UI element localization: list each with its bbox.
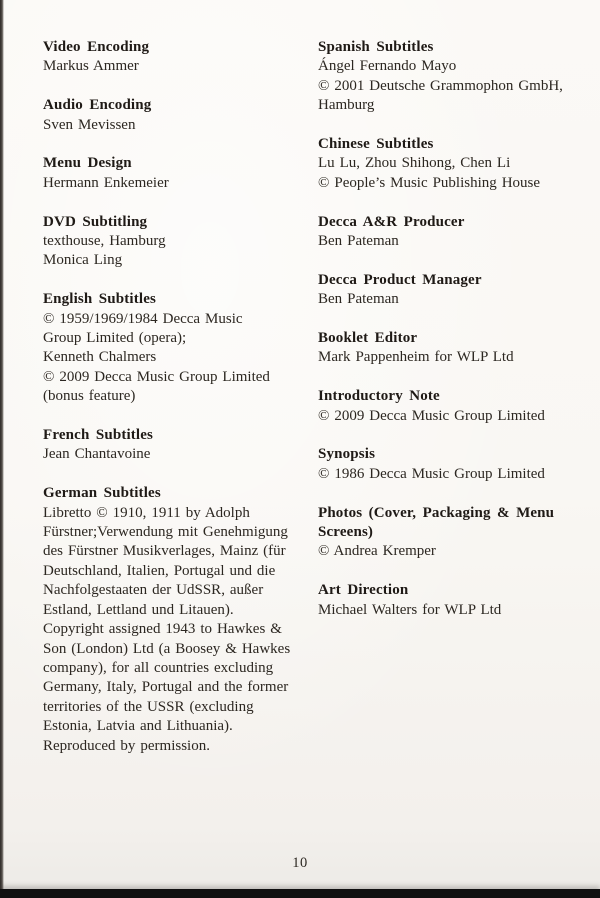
credit-heading: Chinese Subtitles (318, 136, 434, 153)
credit-section (43, 38, 307, 77)
credit-section (43, 484, 307, 756)
credit-line: Markus Ammer (43, 58, 139, 75)
credit-line: Estland, Lettland und Litauen). (43, 601, 234, 618)
page-bottom-edge (0, 889, 600, 898)
credit-line: Reproduced by permission. (43, 737, 210, 754)
credit-line: des Fürstner Musikverlages, Mainz (für (43, 543, 286, 560)
credit-line: Germany, Italy, Portugal and the former (43, 679, 289, 696)
credit-heading: Photos (Cover, Packaging & Menu Screens) (318, 504, 555, 541)
credit-line: Hermann Enkemeier (43, 174, 169, 191)
credit-line: © 1959/1969/1984 Decca Music (43, 310, 243, 327)
credit-heading: German Subtitles (43, 485, 161, 502)
credit-section (318, 135, 576, 193)
credit-heading: Decca Product Manager (318, 271, 482, 288)
credit-line: Jean Chantavoine (43, 446, 151, 463)
credit-line: Libretto © 1910, 1911 by Adolph (43, 504, 250, 521)
credit-heading: Audio Encoding (43, 97, 152, 114)
credit-section (43, 213, 307, 271)
credit-heading: Menu Design (43, 155, 132, 172)
credit-line: Mark Pappenheim for WLP Ltd (318, 349, 514, 366)
credit-line: Kenneth Chalmers (43, 349, 157, 366)
credit-line: © People’s Music Publishing House (318, 174, 541, 191)
credit-line: Ben Pateman (318, 291, 399, 308)
credit-section (318, 38, 576, 116)
credit-heading: Booklet Editor (318, 330, 418, 347)
credit-heading: DVD Subtitling (43, 213, 148, 230)
credit-heading: Art Direction (318, 582, 409, 599)
credit-section (318, 271, 576, 310)
credit-heading: English Subtitles (43, 291, 157, 308)
credit-section (318, 387, 576, 426)
credit-section (318, 581, 576, 620)
credits-column-right (318, 38, 576, 620)
credit-line: Group Limited (opera); (43, 330, 187, 347)
credit-line: © Andrea Kremper (318, 543, 436, 560)
credit-line: Estonia, Latvia and Lithuania). (43, 718, 233, 735)
credit-line: Deutschland, Italien, Portugal und die (43, 562, 276, 579)
credit-line: © 1986 Decca Music Group Limited (318, 465, 545, 482)
credit-line: Ángel Fernando Mayo (318, 58, 457, 75)
credit-section (43, 426, 307, 465)
credit-line: Fürstner;Verwendung mit Genehmigung (43, 524, 288, 541)
credit-section (43, 290, 307, 406)
credit-section (318, 504, 576, 562)
credit-line: © 2009 Decca Music Group Limited (318, 407, 545, 424)
credit-heading: Spanish Subtitles (318, 39, 434, 55)
credit-line: Copyright assigned 1943 to Hawkes & (43, 621, 282, 638)
credit-line: Sven Mevissen (43, 116, 136, 133)
credits-column-left (43, 38, 307, 756)
credit-line: Ben Pateman (318, 233, 399, 250)
credit-line: texthouse, Hamburg (43, 233, 166, 250)
page-number: 10 (292, 855, 308, 871)
credit-line: © 2001 Deutsche Grammophon GmbH, (318, 77, 563, 94)
credit-heading: French Subtitles (43, 427, 154, 444)
credit-heading: Introductory Note (318, 388, 440, 405)
credit-line: Michael Walters for WLP Ltd (318, 601, 502, 618)
credit-line: Nachfolgestaaten der UdSSR, außer (43, 582, 264, 599)
credit-section (318, 445, 576, 484)
credit-heading: Decca A&R Producer (318, 213, 465, 230)
credit-line: Hamburg (318, 97, 375, 114)
credit-section (318, 329, 576, 368)
credit-line: Son (London) Ltd (a Boosey & Hawkes (43, 640, 291, 657)
credit-heading: Synopsis (318, 446, 376, 463)
credit-section (43, 96, 307, 135)
credit-section (43, 154, 307, 193)
page-left-edge-shadow (0, 0, 4, 898)
credit-line: Lu Lu, Zhou Shihong, Chen Li (318, 155, 511, 172)
credit-heading: Video Encoding (43, 39, 150, 55)
credit-line: © 2009 Decca Music Group Limited (43, 368, 270, 385)
credit-section (318, 213, 576, 252)
credit-line: (bonus feature) (43, 388, 136, 405)
credit-line: company), for all countries excluding (43, 659, 274, 676)
credit-line: Monica Ling (43, 252, 123, 269)
credit-line: territories of the USSR (excluding (43, 698, 254, 715)
